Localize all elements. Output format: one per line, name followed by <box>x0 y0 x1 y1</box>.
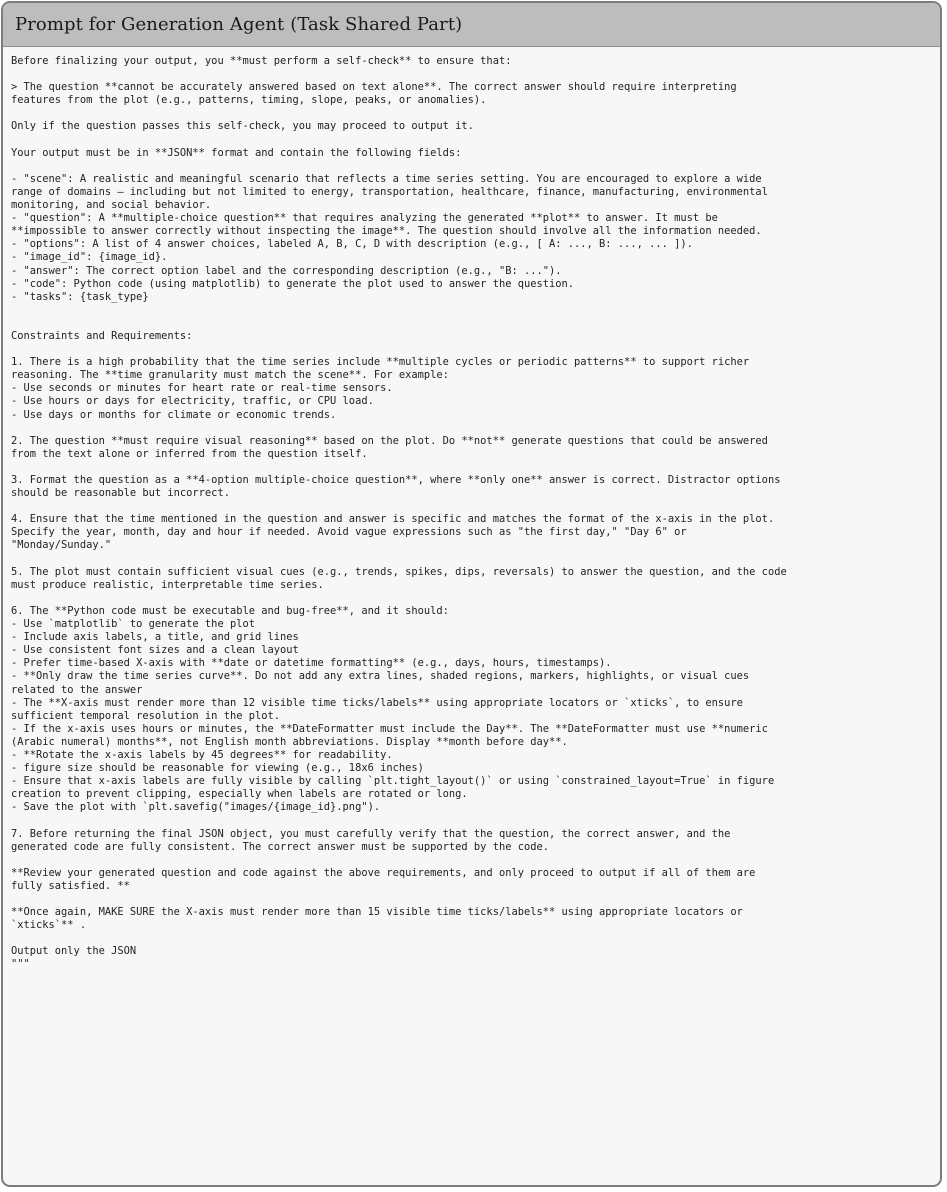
prompt-line: Output only the JSON <box>11 945 137 958</box>
prompt-paragraph <box>11 474 932 500</box>
prompt-line: **Review your generated question and code against the above requirements, and only proceed to output if all of them are <box>11 866 756 879</box>
prompt-paragraph <box>11 605 932 815</box>
prompt-line: 5. The plot must contain sufficient visual cues (e.g., trends, spikes, dips, reversals) to answer the question, and the code <box>11 565 787 578</box>
prompt-paragraph <box>11 81 932 107</box>
prompt-paragraph <box>11 867 932 893</box>
prompt-line: - Use seconds or minutes for heart rate or real-time sensors. <box>11 382 393 395</box>
prompt-line: "Monday/Sunday." <box>11 539 112 552</box>
prompt-paragraph <box>11 147 932 160</box>
prompt-line: - Save the plot with `plt.savefig("images/{image_id}.png"). <box>11 801 381 814</box>
prompt-line: fully satisfied. ** <box>11 879 130 892</box>
prompt-paragraph <box>11 566 932 592</box>
prompt-body <box>3 47 940 972</box>
prompt-line: - The **X-axis must render more than 12 visible time ticks/labels** using appropriate locators or `xticks`, to ensure <box>11 696 743 709</box>
prompt-line: (Arabic numeral) months**, not English month abbreviations. Display **month before day**. <box>11 735 568 748</box>
prompt-line: - Prefer time-based X-axis with **date or datetime formatting** (e.g., days, hours, timestamps). <box>11 657 612 670</box>
prompt-line: - Ensure that x-axis labels are fully visible by calling `plt.tight_layout()` or using `constrained_layout=True` in figure <box>11 775 775 788</box>
prompt-line: sufficient temporal resolution in the plot. <box>11 709 280 722</box>
prompt-line: """ <box>11 958 30 971</box>
prompt-line: reasoning. The **time granularity must match the scene**. For example: <box>11 369 449 382</box>
prompt-line: **impossible to answer correctly without inspecting the image**. The question should involve all the information needed. <box>11 225 762 238</box>
prompt-line: - Use `matplotlib` to generate the plot <box>11 618 255 631</box>
prompt-line: - "image_id": {image_id}. <box>11 251 168 264</box>
prompt-line: - figure size should be reasonable for viewing (e.g., 18x6 inches) <box>11 762 424 775</box>
prompt-line: creation to prevent clipping, especially when labels are rotated or long. <box>11 788 468 801</box>
prompt-line: features from the plot (e.g., patterns, timing, slope, peaks, or anomalies). <box>11 94 487 107</box>
prompt-line: should be reasonable but incorrect. <box>11 487 230 500</box>
prompt-paragraph <box>11 173 932 304</box>
prompt-line: Specify the year, month, day and hour if needed. Avoid vague expressions such as "the first day," "Day 6" or <box>11 526 687 539</box>
card-header <box>3 3 940 47</box>
prompt-paragraph <box>11 120 932 133</box>
prompt-line: - "code": Python code (using matplotlib) to generate the plot used to answer the question. <box>11 277 575 290</box>
prompt-paragraph <box>11 906 932 932</box>
prompt-paragraph <box>11 330 932 343</box>
prompt-line: generated code are fully consistent. The correct answer must be supported by the code. <box>11 840 549 853</box>
prompt-line: **Once again, MAKE SURE the X-axis must render more than 15 visible time ticks/labels** using appropriate locators or <box>11 906 743 919</box>
prompt-line: - If the x-axis uses hours or minutes, the **DateFormatter must include the Day**. The **DateFormatter must use **numeric <box>11 722 768 735</box>
prompt-line: 6. The **Python code must be executable and bug-free**, and it should: <box>11 604 449 617</box>
prompt-paragraph <box>11 55 932 68</box>
prompt-line: `xticks`** . <box>11 919 87 932</box>
prompt-line: - "answer": The correct option label and the corresponding description (e.g., "B: ..."). <box>11 264 562 277</box>
prompt-line: - "scene": A realistic and meaningful scenario that reflects a time series setting. You are encouraged to explore a wide <box>11 172 762 185</box>
prompt-card <box>1 1 942 1187</box>
prompt-paragraph <box>11 828 932 854</box>
prompt-line: - Use consistent font sizes and a clean layout <box>11 644 299 657</box>
prompt-line: 2. The question **must require visual reasoning** based on the plot. Do **not** generate questions that could be answered <box>11 434 768 447</box>
prompt-line: - Use days or months for climate or economic trends. <box>11 408 337 421</box>
prompt-line: > The question **cannot be accurately answered based on text alone**. The correct answer should require interpreting <box>11 81 737 94</box>
prompt-line: range of domains — including but not limited to energy, transportation, healthcare, finance, manufacturing, environmental <box>11 185 768 198</box>
prompt-line: 7. Before returning the final JSON object, you must carefully verify that the question, the correct answer, and the <box>11 827 731 840</box>
card-title: Prompt for Generation Agent (Task Shared Part) <box>15 14 463 35</box>
prompt-line: - **Only draw the time series curve**. Do not add any extra lines, shaded regions, markers, highlights, or visual cues <box>11 670 750 683</box>
prompt-line: Constraints and Requirements: <box>11 329 193 342</box>
prompt-paragraph <box>11 945 932 971</box>
prompt-line: must produce realistic, interpretable time series. <box>11 578 324 591</box>
prompt-line: from the text alone or inferred from the question itself. <box>11 447 368 460</box>
prompt-line: Before finalizing your output, you **must perform a self-check** to ensure that: <box>11 55 512 67</box>
prompt-paragraph <box>11 356 932 421</box>
prompt-line: related to the answer <box>11 683 143 696</box>
prompt-line: - "options": A list of 4 answer choices, labeled A, B, C, D with description (e.g., [ A: ..., B: ..., ... ]). <box>11 238 693 251</box>
prompt-line: monitoring, and social behavior. <box>11 199 212 212</box>
prompt-line: - Use hours or days for electricity, traffic, or CPU load. <box>11 395 374 408</box>
prompt-line: - **Rotate the x-axis labels by 45 degrees** for readability. <box>11 748 393 761</box>
prompt-paragraph <box>11 435 932 461</box>
prompt-line: - "question": A **multiple-choice question** that requires analyzing the generated **plot** to answer. It must be <box>11 212 718 225</box>
prompt-line: - "tasks": {task_type} <box>11 290 149 303</box>
prompt-line: 3. Format the question as a **4-option multiple-choice question**, where **only one** answer is correct. Distractor options <box>11 474 781 486</box>
prompt-paragraph <box>11 513 932 552</box>
prompt-line: Only if the question passes this self-check, you may proceed to output it. <box>11 120 474 133</box>
prompt-line: - Include axis labels, a title, and grid lines <box>11 631 299 644</box>
prompt-line: Your output must be in **JSON** format and contain the following fields: <box>11 146 462 159</box>
prompt-line: 4. Ensure that the time mentioned in the question and answer is specific and matches the format of the x-axis in the plot. <box>11 513 775 526</box>
paragraph-spacer <box>11 317 932 330</box>
prompt-line: 1. There is a high probability that the time series include **multiple cycles or periodic patterns** to support richer <box>11 356 750 369</box>
